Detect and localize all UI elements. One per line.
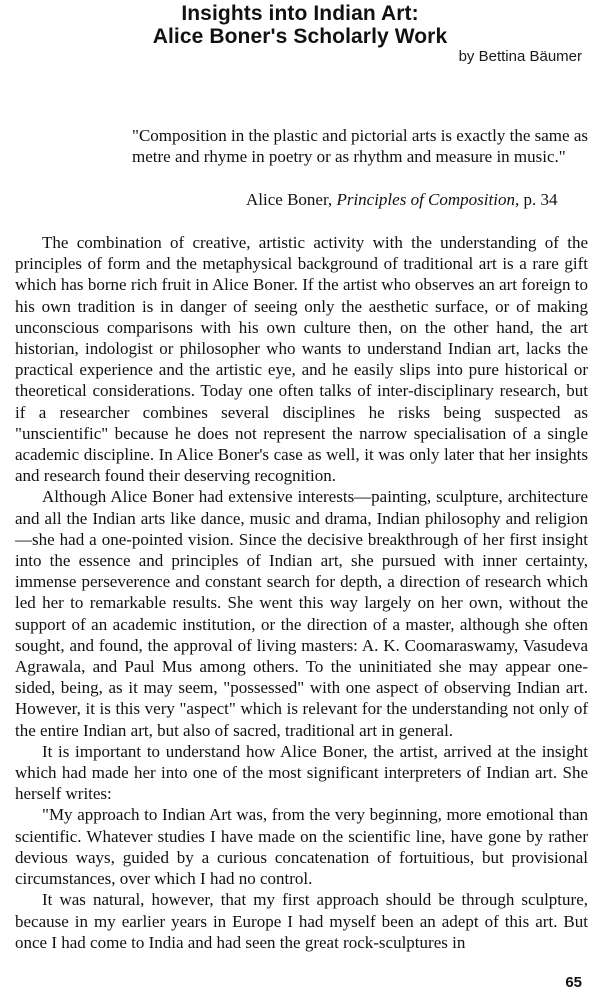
title-line-2: Alice Boner's Scholarly Work <box>152 25 448 48</box>
body-paragraph: "My approach to Indian Art was, from the very beginning, more emotional than scientific. Whatever studies I have made on the scientific line, have gone by rather devious ways, guided by a curious concatenation of fortuitious, but provisional circumstances, over which I had no control. <box>15 805 588 889</box>
title-line-1: Insights into Indian Art: <box>181 2 419 25</box>
body-paragraph: Although Alice Boner had extensive interests—painting, sculpture, architecture and all the Indian arts like dance, music and drama, Indian philosophy and religion—she had a one-pointed vision. Since the decisive breakthrough of her first insight into the essence and principles of Indian art, she pursued with inner certainty, immense perseverence and constant search for depth, a direction of research which led her to remarkable results. She went this way largely on her own, without the support of an academic institution, or the direction of a master, although she often sought, and found, the approval of living masters: A. K. Coomaraswamy, Vasudeva Agrawala, and Paul Mus among others. To the uninitiated she may appear one-sided, being, as it may seem, "possessed" with one aspect of observing Indian art. However, it is this very "aspect" which is relevant for the understanding not only of the entire Indian art, but also of sacred, traditional art in general. <box>15 487 588 740</box>
author-byline: by Bettina Bäumer <box>458 48 582 65</box>
epigraph-quote <box>132 125 588 167</box>
attribution-page: p. 34 <box>523 190 558 209</box>
article-body <box>15 232 588 953</box>
epigraph-attribution <box>246 189 557 210</box>
attribution-author: Alice Boner, <box>246 190 333 209</box>
body-paragraph: It is important to understand how Alice Boner, the artist, arrived at the insight which had made her into one of the most significant interpreters of Indian art. She herself writes: <box>15 741 588 804</box>
body-paragraph: The combination of creative, artistic activity with the understanding of the principles of form and the metaphysical background of traditional art is a rare gift which has borne rich fruit in Alice Boner. If the artist who observes an art foreign to his own tradition is in danger of seeing only the aesthetic surface, or of making unconscious comparisons with his own culture then, on the other hand, the art historian, indologist or philosopher who wants to understand Indian art, lacks the practical experience and the artistic eye, and he easily slips into pure historical or theoretical considerations. Today one often talks of inter-disciplinary research, but if a researcher combines several disciplines he risks being suspected as "unscientific" because he does not represent the narrow specialisation of a single academic discipline. In Alice Boner's case as well, it was only later that her insights and research found their deserving recognition. <box>15 233 588 486</box>
epigraph-text: "Composition in the plastic and pictorial arts is exactly the same as metre and rhyme in poetry or as rhythm and measure in music." <box>132 126 588 166</box>
page-number: 65 <box>565 974 582 991</box>
attribution-work: Principles of Composition, <box>336 190 520 209</box>
body-paragraph: It was natural, however, that my first approach should be through sculpture, because in my earlier years in Europe I had myself been an adept of this art. But once I had come to India and had seen the great rock-sculptures in <box>15 890 588 952</box>
article-title <box>0 2 600 48</box>
